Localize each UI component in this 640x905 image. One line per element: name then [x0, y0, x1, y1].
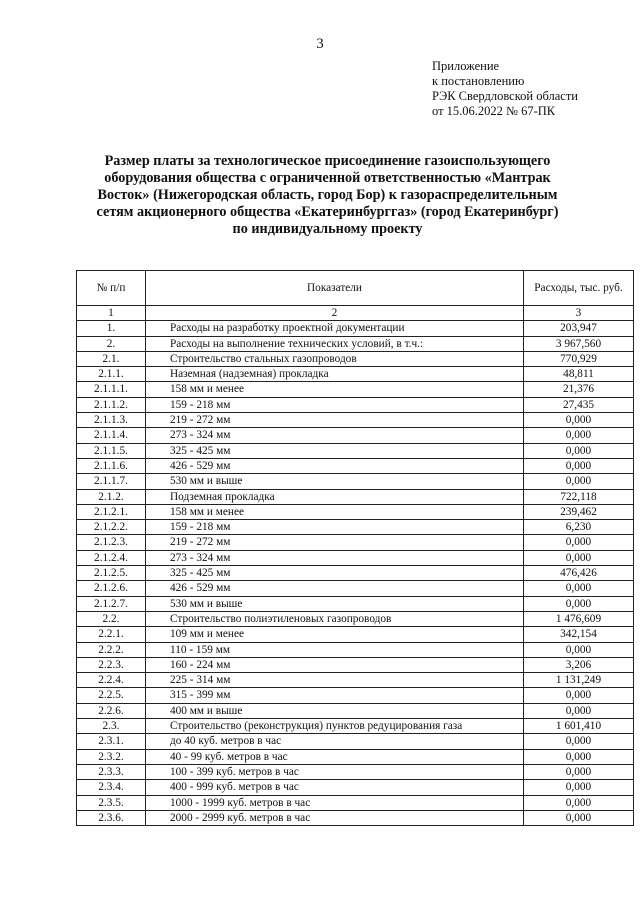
row-number-cell: 2.2.1. [77, 627, 146, 642]
table-row [77, 566, 634, 581]
row-number-cell: 1. [77, 321, 146, 336]
row-indicator-cell: 40 - 99 куб. метров в час [146, 749, 524, 764]
row-indicator-cell: 426 - 529 мм [146, 458, 524, 473]
row-value-cell: 48,811 [524, 367, 634, 382]
row-indicator-cell: Подземная прокладка [146, 489, 524, 504]
table-row [77, 780, 634, 795]
numbering-cell: 2 [146, 306, 524, 321]
row-value-cell: 0,000 [524, 581, 634, 596]
table-row [77, 489, 634, 504]
row-indicator-cell: до 40 куб. метров в час [146, 734, 524, 749]
row-value-cell: 0,000 [524, 596, 634, 611]
row-number-cell: 2.1.1.1. [77, 382, 146, 397]
row-number-cell: 2.1.2. [77, 489, 146, 504]
row-value-cell: 0,000 [524, 749, 634, 764]
row-indicator-cell: 400 - 999 куб. метров в час [146, 780, 524, 795]
row-indicator-cell: 2000 - 2999 куб. метров в час [146, 810, 524, 825]
row-indicator-cell: 325 - 425 мм [146, 566, 524, 581]
row-indicator-cell: Наземная (надземная) прокладка [146, 367, 524, 382]
row-number-cell: 2.3.4. [77, 780, 146, 795]
table-row [77, 397, 634, 412]
table-row [77, 642, 634, 657]
row-indicator-cell: 110 - 159 мм [146, 642, 524, 657]
page-number: 3 [316, 36, 324, 52]
row-value-cell: 1 131,249 [524, 673, 634, 688]
table-row [77, 581, 634, 596]
row-value-cell: 0,000 [524, 764, 634, 779]
row-indicator-cell: 160 - 224 мм [146, 657, 524, 672]
row-indicator-cell: 158 мм и менее [146, 504, 524, 519]
row-number-cell: 2.3. [77, 719, 146, 734]
row-indicator-cell: 225 - 314 мм [146, 673, 524, 688]
row-number-cell: 2.1.1.3. [77, 413, 146, 428]
header-number: № п/п [77, 271, 146, 306]
row-number-cell: 2.3.3. [77, 764, 146, 779]
row-number-cell: 2.2. [77, 611, 146, 626]
row-indicator-cell: Строительство стальных газопроводов [146, 351, 524, 366]
table-row [77, 382, 634, 397]
table-row [77, 520, 634, 535]
row-value-cell: 6,230 [524, 520, 634, 535]
table-row [77, 764, 634, 779]
appendix-line: от 15.06.2022 № 67-ПК [432, 104, 556, 118]
row-value-cell: 0,000 [524, 443, 634, 458]
appendix-line: Приложение [432, 59, 500, 73]
table-row [77, 428, 634, 443]
table-row [77, 367, 634, 382]
row-number-cell: 2.1.2.2. [77, 520, 146, 535]
row-number-cell: 2.1. [77, 351, 146, 366]
row-number-cell: 2.3.2. [77, 749, 146, 764]
row-indicator-cell: Расходы на разработку проектной документации [146, 321, 524, 336]
row-indicator-cell: Строительство (реконструкция) пунктов редуцирования газа [146, 719, 524, 734]
table-row [77, 596, 634, 611]
row-value-cell: 21,376 [524, 382, 634, 397]
row-indicator-cell: 159 - 218 мм [146, 397, 524, 412]
row-number-cell: 2.1.2.1. [77, 504, 146, 519]
row-number-cell: 2.1.1.6. [77, 458, 146, 473]
row-indicator-cell: Строительство полиэтиленовых газопроводов [146, 611, 524, 626]
row-number-cell: 2.2.4. [77, 673, 146, 688]
table-row [77, 321, 634, 336]
row-value-cell: 0,000 [524, 428, 634, 443]
table-row [77, 351, 634, 366]
row-value-cell: 3,206 [524, 657, 634, 672]
row-number-cell: 2.3.5. [77, 795, 146, 810]
row-indicator-cell: 530 мм и выше [146, 596, 524, 611]
row-value-cell: 0,000 [524, 550, 634, 565]
table-row [77, 336, 634, 351]
row-indicator-cell: 530 мм и выше [146, 474, 524, 489]
row-number-cell: 2.1.2.7. [77, 596, 146, 611]
row-number-cell: 2.1.2.5. [77, 566, 146, 581]
header-expenses: Расходы, тыс. руб. [524, 271, 634, 306]
table-row [77, 719, 634, 734]
row-number-cell: 2.1.1.4. [77, 428, 146, 443]
row-indicator-cell: 109 мм и менее [146, 627, 524, 642]
appendix-block [432, 59, 578, 119]
row-number-cell: 2.2.5. [77, 688, 146, 703]
row-number-cell: 2.1.1.2. [77, 397, 146, 412]
table-row [77, 688, 634, 703]
row-value-cell: 203,947 [524, 321, 634, 336]
row-value-cell: 770,929 [524, 351, 634, 366]
row-indicator-cell: 158 мм и менее [146, 382, 524, 397]
row-number-cell: 2. [77, 336, 146, 351]
table-row [77, 611, 634, 626]
row-indicator-cell: 219 - 272 мм [146, 535, 524, 550]
row-value-cell: 3 967,560 [524, 336, 634, 351]
table-row [77, 413, 634, 428]
row-indicator-cell: 325 - 425 мм [146, 443, 524, 458]
row-indicator-cell: 315 - 399 мм [146, 688, 524, 703]
row-value-cell: 239,462 [524, 504, 634, 519]
row-value-cell: 0,000 [524, 474, 634, 489]
table-row [77, 657, 634, 672]
row-value-cell: 0,000 [524, 458, 634, 473]
row-value-cell: 722,118 [524, 489, 634, 504]
row-number-cell: 2.1.1.7. [77, 474, 146, 489]
row-value-cell: 342,154 [524, 627, 634, 642]
row-indicator-cell: 1000 - 1999 куб. метров в час [146, 795, 524, 810]
row-indicator-cell: 400 мм и выше [146, 703, 524, 718]
row-value-cell: 0,000 [524, 810, 634, 825]
row-value-cell: 0,000 [524, 688, 634, 703]
row-value-cell: 0,000 [524, 734, 634, 749]
table-header-row [77, 271, 634, 306]
row-indicator-cell: 100 - 399 куб. метров в час [146, 764, 524, 779]
table-row [77, 504, 634, 519]
row-number-cell: 2.3.6. [77, 810, 146, 825]
row-indicator-cell: 273 - 324 мм [146, 428, 524, 443]
row-indicator-cell: 219 - 272 мм [146, 413, 524, 428]
row-number-cell: 2.2.3. [77, 657, 146, 672]
table-row [77, 474, 634, 489]
row-value-cell: 0,000 [524, 703, 634, 718]
table-row [77, 795, 634, 810]
table-body [77, 321, 634, 826]
appendix-line: к постановлению [432, 74, 525, 88]
table-row [77, 810, 634, 825]
table-row [77, 673, 634, 688]
row-number-cell: 2.1.2.3. [77, 535, 146, 550]
table-row [77, 535, 634, 550]
row-indicator-cell: 273 - 324 мм [146, 550, 524, 565]
header-indicators: Показатели [146, 271, 524, 306]
rates-table [76, 270, 634, 826]
row-value-cell: 1 476,609 [524, 611, 634, 626]
row-number-cell: 2.1.2.6. [77, 581, 146, 596]
row-number-cell: 2.2.6. [77, 703, 146, 718]
table-numbering-row [77, 306, 634, 321]
row-value-cell: 0,000 [524, 795, 634, 810]
numbering-cell: 3 [524, 306, 634, 321]
table-row [77, 703, 634, 718]
row-indicator-cell: 159 - 218 мм [146, 520, 524, 535]
row-indicator-cell: Расходы на выполнение технических условий, в т.ч.: [146, 336, 524, 351]
table-row [77, 443, 634, 458]
row-value-cell: 27,435 [524, 397, 634, 412]
document-title: Размер платы за технологическое присоединение газоиспользующего оборудования общества с ограниченной ответственностью «Мантрак Восток» (Нижегородская область, город Бор) к газораспределительным сетям акционерного общества «Екатеринбурггаз» (город Екатеринбург) по индивидуальному проекту [96, 153, 559, 237]
table-row [77, 627, 634, 642]
row-number-cell: 2.1.2.4. [77, 550, 146, 565]
row-value-cell: 1 601,410 [524, 719, 634, 734]
row-number-cell: 2.2.2. [77, 642, 146, 657]
row-value-cell: 0,000 [524, 780, 634, 795]
table-row [77, 550, 634, 565]
row-value-cell: 0,000 [524, 642, 634, 657]
appendix-line: РЭК Свердловской области [432, 89, 578, 103]
row-number-cell: 2.3.1. [77, 734, 146, 749]
table-row [77, 749, 634, 764]
numbering-cell: 1 [77, 306, 146, 321]
row-value-cell: 0,000 [524, 535, 634, 550]
row-number-cell: 2.1.1.5. [77, 443, 146, 458]
row-indicator-cell: 426 - 529 мм [146, 581, 524, 596]
table-row [77, 734, 634, 749]
row-value-cell: 476,426 [524, 566, 634, 581]
row-number-cell: 2.1.1. [77, 367, 146, 382]
row-value-cell: 0,000 [524, 413, 634, 428]
table-row [77, 458, 634, 473]
